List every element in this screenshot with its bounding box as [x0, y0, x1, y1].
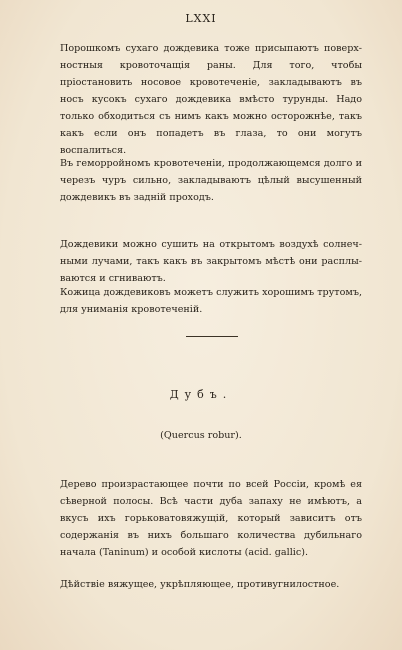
section-title: Дубъ. [169, 388, 233, 401]
section-divider [186, 336, 238, 337]
paragraph-puffball-skin: Кожица дождевиковъ можетъ служить хорошимъ трутомъ, для униманія кровотеченій. [60, 287, 362, 315]
latin-name: (Quercus robur). [160, 430, 242, 441]
paragraph-oak-description: Дерево произрастающее почти по всей Россіи, кромѣ ея сѣверной полосы. Всѣ части дуба запаху не имѣютъ, а вкусъ ихъ горьковатовяжущій, который зависитъ отъ содержанія въ нихъ большаго количества дубильнаго начала (Taninum) и особой кислоты (acid. gallic). [60, 479, 362, 558]
paragraph-hemorrhoidal-bleeding: Въ геморройномъ кровотеченіи, продолжающемся долго и черезъ чуръ сильно, закладываютъ цѣлый высушенный дождевикъ въ задній проходъ. [60, 158, 362, 203]
paragraph-oak-action: Дѣйствіе вяжущее, укрѣпляющее, противугнилостное. [60, 579, 340, 590]
paragraph-drying-puffballs: Дождевики можно сушить на открытомъ воздухѣ солнечными лучами, такъ какъ въ закрытомъ мѣстѣ они расплываются и сгниваютъ. [60, 239, 362, 284]
page-number: LXXI [185, 12, 217, 25]
paragraph-puffball-powder: Порошкомъ сухаго дождевика тоже присыпаютъ поверхностныя кровоточащія раны. Для того, чтобы пріостановить носовое кровотеченіе, закладываютъ въ носъ кусокъ сухаго дождевика вмѣсто турунды. Надо только обходиться съ нимъ какъ можно осторожнѣе, такъ какъ если онъ попадетъ въ глаза, то они могутъ воспалиться. [60, 43, 362, 156]
